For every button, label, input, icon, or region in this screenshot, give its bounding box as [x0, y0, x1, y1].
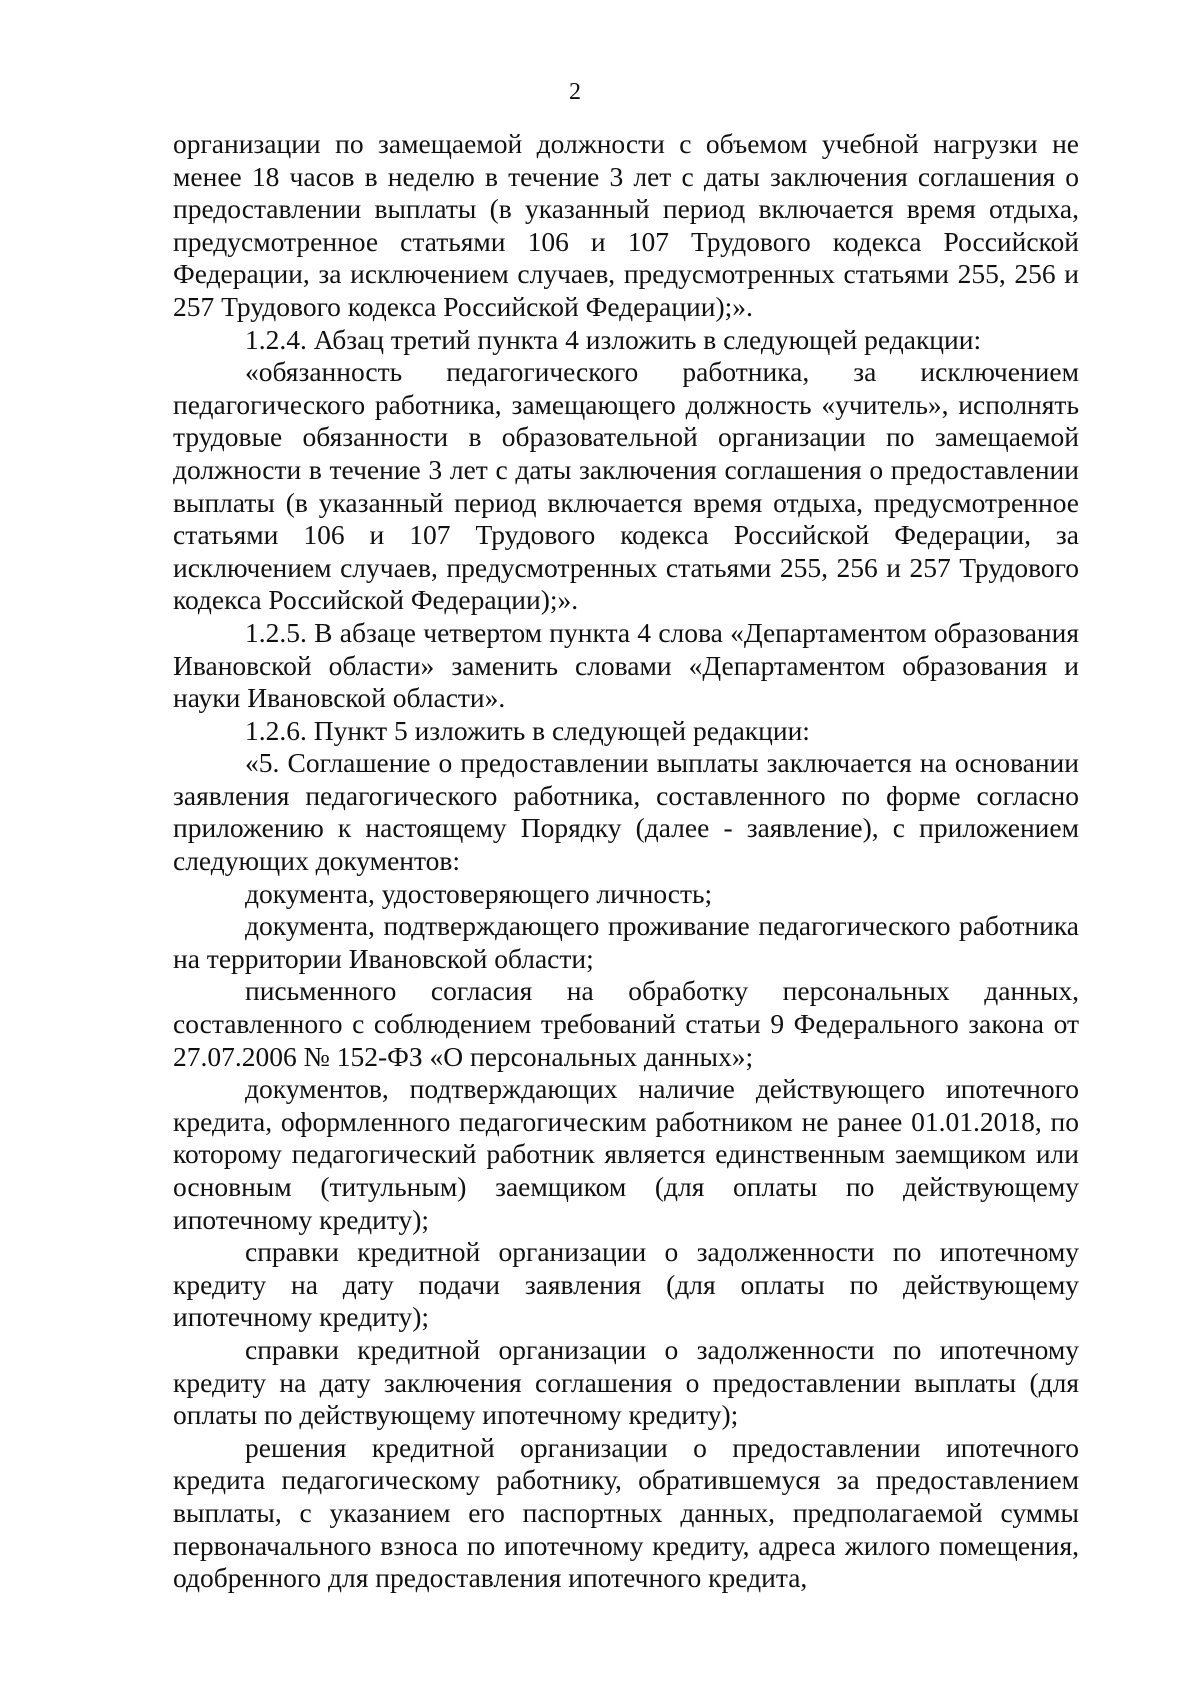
paragraph: документа, удостоверяющего личность;: [245, 877, 713, 909]
paragraph: решения кредитной организации о предоставлении ипотечного кредита педагогическому работнику, обратившемуся за предоставлением выплаты, с указанием его паспортных данных, предполагаемой суммы первоначального взноса по ипотечному кредиту, адреса жилого помещения, одобренного для предоставления ипотечного кредита,: [173, 1431, 1079, 1594]
paragraph: документов, подтверждающих наличие действующего ипотечного кредита, оформленного педагогическим работником не ранее 01.01.2018, по которому педагогический работник является единственным заемщиком или основным (титульным) заемщиком (для оплаты по действующему ипотечному кредиту);: [173, 1073, 1079, 1235]
paragraph: организации по замещаемой должности с объемом учебной нагрузки не менее 18 часов в неделю в течение 3 лет с даты заключения соглашения о предоставлении выплаты (в указанный период включается время отдыха, предусмотренное статьями 106 и 107 Трудового кодекса Российской Федерации, за исключением случаев, предусмотренных статьями 255, 256 и 257 Трудового кодекса Российской Федерации);».: [173, 128, 1079, 322]
paragraph: справки кредитной организации о задолженности по ипотечному кредиту на дату подачи заявления (для оплаты по действующему ипотечному кредиту);: [173, 1236, 1079, 1333]
paragraph: «обязанность педагогического работника, за исключением педагогического работника, замещающего должность «учитель», исполнять трудовые обязанности в образовательной организации по замещаемой должности в течение 3 лет с даты заключения соглашения о предоставлении выплаты (в указанный период включается время отдыха, предусмотренное статьями 106 и 107 Трудового кодекса Российской Федерации, за исключением случаев, предусмотренных статьями 255, 256 и 257 Трудового кодекса Российской Федерации);».: [173, 356, 1079, 616]
paragraph: 1.2.5. В абзаце четвертом пункта 4 слова «Департаментом образования Ивановской области» заменить словами «Департаментом образования и науки Ивановской области».: [173, 616, 1079, 714]
paragraph: «5. Соглашение о предоставлении выплаты заключается на основании заявления педагогического работника, составленного по форме согласно приложению к настоящему Порядку (далее - заявление), с приложением следующих документов:: [173, 747, 1079, 877]
paragraph: справки кредитной организации о задолженности по ипотечному кредиту на дату заключения соглашения о предоставлении выплаты (для оплаты по действующему ипотечному кредиту);: [173, 1333, 1079, 1431]
paragraph: 1.2.4. Абзац третий пункта 4 изложить в следующей редакции:: [245, 323, 982, 355]
page-number: 2: [569, 79, 581, 105]
paragraph: документа, подтверждающего проживание педагогического работника на территории Ивановской области;: [173, 910, 1079, 974]
paragraph: 1.2.6. Пункт 5 изложить в следующей редакции:: [245, 714, 810, 746]
paragraph: письменного согласия на обработку персональных данных, составленного с соблюдением требований статьи 9 Федерального закона от 27.07.2006 № 152-ФЗ «О персональных данных»;: [173, 975, 1079, 1072]
document-body: [173, 128, 1079, 1595]
